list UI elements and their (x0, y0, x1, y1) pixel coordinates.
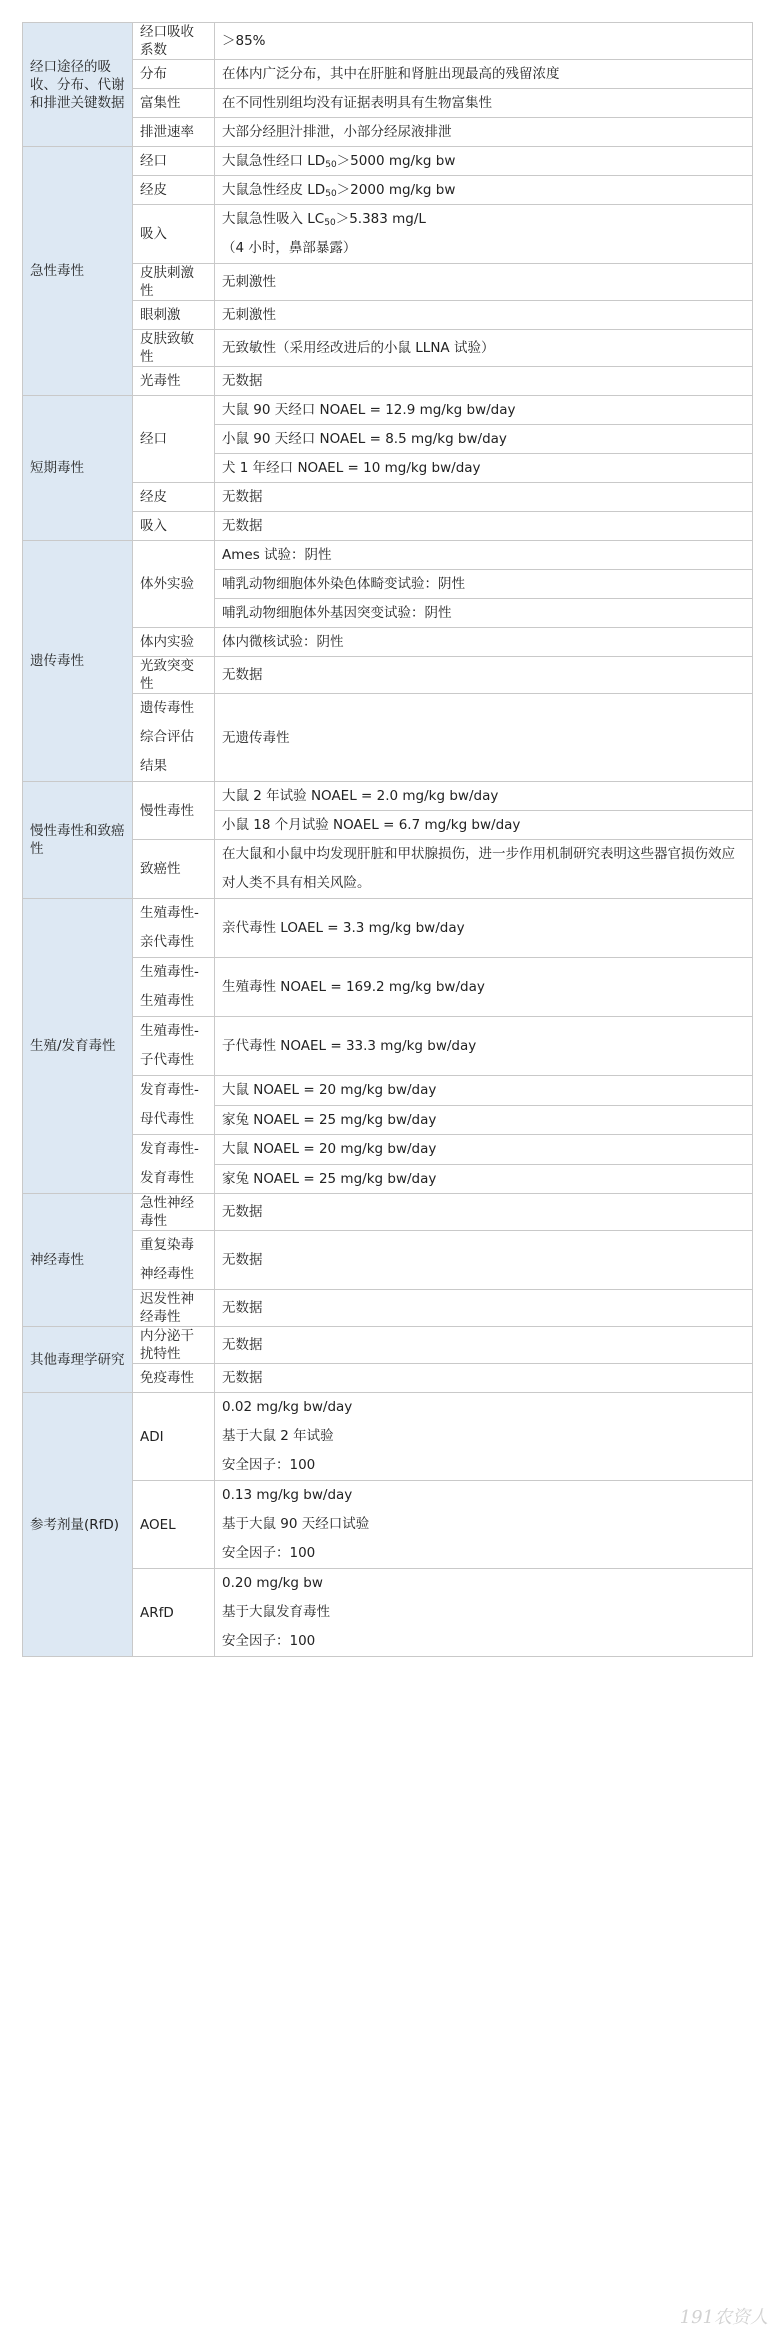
value-cell: ＞85% (215, 23, 753, 60)
item-cell: 排泄速率 (133, 118, 215, 147)
item-cell: 发育毒性-母代毒性 (133, 1076, 215, 1135)
table-row (23, 657, 753, 694)
category-acute-toxicity: 急性毒性 (23, 147, 133, 396)
table-row (23, 1327, 753, 1364)
value-cell: 大鼠 90 天经口 NOAEL = 12.9 mg/kg bw/day (215, 396, 753, 425)
value-line: 基于大鼠 2 年试验 (222, 1428, 334, 1444)
table-row (23, 1569, 753, 1657)
value-cell (215, 1481, 753, 1569)
item-cell: 内分泌干扰特性 (133, 1327, 215, 1364)
value-text: ＞5.383 mg/L (335, 211, 426, 227)
value-cell: 大鼠 NOAEL = 20 mg/kg bw/day (215, 1076, 753, 1106)
item-cell: 遗传毒性综合评估结果 (133, 694, 215, 782)
value-cell: 小鼠 18 个月试验 NOAEL = 6.7 mg/kg bw/day (215, 811, 753, 840)
value-line: 0.13 mg/kg bw/day (222, 1487, 353, 1503)
value-cell (215, 205, 753, 264)
category-short-term-toxicity: 短期毒性 (23, 396, 133, 541)
value-cell: 犬 1 年经口 NOAEL = 10 mg/kg bw/day (215, 454, 753, 483)
value-cell (215, 1393, 753, 1481)
category-other-studies: 其他毒理学研究 (23, 1327, 133, 1393)
value-text: 大鼠急性经皮 LD (222, 182, 326, 198)
table-row (23, 782, 753, 811)
item-cell: 吸入 (133, 205, 215, 264)
value-line: 安全因子：100 (222, 1633, 316, 1649)
category-adme: 经口途径的吸收、分布、代谢和排泄关键数据 (23, 23, 133, 147)
table-row (23, 512, 753, 541)
category-reference-dose: 参考剂量(RfD) (23, 1393, 133, 1657)
table-row (23, 264, 753, 301)
item-cell: 体外实验 (133, 541, 215, 628)
table-row (23, 23, 753, 60)
value-text: ＞5000 mg/kg bw (336, 153, 456, 169)
item-cell: 眼刺激 (133, 301, 215, 330)
table-row (23, 483, 753, 512)
value-cell (215, 1569, 753, 1657)
item-cell: 经口 (133, 147, 215, 176)
footer-watermark: 191农资人 (679, 2307, 768, 2328)
table-row (23, 205, 753, 264)
value-cell: 小鼠 90 天经口 NOAEL = 8.5 mg/kg bw/day (215, 425, 753, 454)
table-row (23, 1076, 753, 1106)
item-cell: ARfD (133, 1569, 215, 1657)
table-row (23, 367, 753, 396)
value-cell: Ames 试验：阴性 (215, 541, 753, 570)
item-cell: 皮肤刺激性 (133, 264, 215, 301)
table-row (23, 1231, 753, 1290)
value-line: 基于大鼠发育毒性 (222, 1604, 330, 1620)
item-cell: 迟发性神经毒性 (133, 1290, 215, 1327)
table-row (23, 301, 753, 330)
category-genotoxicity: 遗传毒性 (23, 541, 133, 782)
value-cell: 在体内广泛分布，其中在肝脏和肾脏出现最高的残留浓度 (215, 60, 753, 89)
value-cell: 子代毒性 NOAEL = 33.3 mg/kg bw/day (215, 1017, 753, 1076)
item-cell: 富集性 (133, 89, 215, 118)
table-row (23, 396, 753, 425)
table-row (23, 118, 753, 147)
item-cell: 经口 (133, 396, 215, 483)
value-cell: 大部分经胆汁排泄，小部分经尿液排泄 (215, 118, 753, 147)
table-row (23, 1017, 753, 1076)
value-cell: 无数据 (215, 1364, 753, 1393)
item-cell: 分布 (133, 60, 215, 89)
item-cell: 体内实验 (133, 628, 215, 657)
table-row (23, 89, 753, 118)
value-cell: 大鼠 2 年试验 NOAEL = 2.0 mg/kg bw/day (215, 782, 753, 811)
item-cell: AOEL (133, 1481, 215, 1569)
value-line: （4 小时，鼻部暴露） (222, 240, 357, 256)
value-line: 0.02 mg/kg bw/day (222, 1399, 353, 1415)
value-cell: 无数据 (215, 512, 753, 541)
table-row (23, 330, 753, 367)
value-cell: 无刺激性 (215, 301, 753, 330)
value-cell: 在大鼠和小鼠中均发现肝脏和甲状腺损伤，进一步作用机制研究表明这些器官损伤效应对人类不具有相关风险。 (215, 840, 753, 899)
item-cell: 生殖毒性-子代毒性 (133, 1017, 215, 1076)
value-cell: 无数据 (215, 367, 753, 396)
table-row (23, 1481, 753, 1569)
value-cell: 无数据 (215, 657, 753, 694)
category-neurotoxicity: 神经毒性 (23, 1194, 133, 1327)
value-cell: 在不同性别组均没有证据表明具有生物富集性 (215, 89, 753, 118)
value-cell: 无刺激性 (215, 264, 753, 301)
table-row (23, 628, 753, 657)
value-line: 基于大鼠 90 天经口试验 (222, 1516, 370, 1532)
item-cell: 经皮 (133, 176, 215, 205)
value-cell: 体内微核试验：阴性 (215, 628, 753, 657)
item-cell: 生殖毒性-亲代毒性 (133, 899, 215, 958)
value-cell: 家兔 NOAEL = 25 mg/kg bw/day (215, 1105, 753, 1135)
subscript: 50 (325, 189, 337, 199)
table-row (23, 694, 753, 782)
value-cell: 无数据 (215, 1327, 753, 1364)
item-cell: 经皮 (133, 483, 215, 512)
item-cell: 皮肤致敏性 (133, 330, 215, 367)
toxicology-table (22, 22, 753, 1657)
value-cell: 无遗传毒性 (215, 694, 753, 782)
value-cell: 无数据 (215, 483, 753, 512)
value-line: 安全因子：100 (222, 1545, 316, 1561)
category-reproductive-developmental: 生殖/发育毒性 (23, 899, 133, 1194)
item-cell: 慢性毒性 (133, 782, 215, 840)
item-cell: 免疫毒性 (133, 1364, 215, 1393)
item-cell: 发育毒性-发育毒性 (133, 1135, 215, 1194)
value-cell: 哺乳动物细胞体外染色体畸变试验：阴性 (215, 570, 753, 599)
table-row (23, 541, 753, 570)
table-row (23, 958, 753, 1017)
table-row (23, 1364, 753, 1393)
table-row (23, 840, 753, 899)
subscript: 50 (324, 218, 336, 228)
value-line (222, 205, 745, 234)
value-cell (215, 176, 753, 205)
value-cell (215, 147, 753, 176)
table-row (23, 1290, 753, 1327)
value-cell: 家兔 NOAEL = 25 mg/kg bw/day (215, 1164, 753, 1194)
value-line: 0.20 mg/kg bw (222, 1575, 323, 1591)
value-text: 大鼠急性吸入 LC (222, 211, 325, 227)
value-cell: 亲代毒性 LOAEL = 3.3 mg/kg bw/day (215, 899, 753, 958)
table-row (23, 60, 753, 89)
subscript: 50 (325, 160, 337, 170)
table-row (23, 1135, 753, 1165)
value-cell: 大鼠 NOAEL = 20 mg/kg bw/day (215, 1135, 753, 1165)
table-row (23, 1393, 753, 1481)
value-text: ＞2000 mg/kg bw (336, 182, 456, 198)
value-cell: 生殖毒性 NOAEL = 169.2 mg/kg bw/day (215, 958, 753, 1017)
value-cell: 无数据 (215, 1290, 753, 1327)
table-row (23, 899, 753, 958)
item-cell: 吸入 (133, 512, 215, 541)
item-cell: 致癌性 (133, 840, 215, 899)
item-cell: ADI (133, 1393, 215, 1481)
table-row (23, 176, 753, 205)
value-cell: 无致敏性（采用经改进后的小鼠 LLNA 试验） (215, 330, 753, 367)
item-cell: 急性神经毒性 (133, 1194, 215, 1231)
value-cell: 哺乳动物细胞体外基因突变试验：阴性 (215, 599, 753, 628)
value-cell: 无数据 (215, 1231, 753, 1290)
item-cell: 经口吸收系数 (133, 23, 215, 60)
value-cell: 无数据 (215, 1194, 753, 1231)
category-chronic-carcinogenicity: 慢性毒性和致癌性 (23, 782, 133, 899)
item-cell: 重复染毒神经毒性 (133, 1231, 215, 1290)
value-line: 安全因子：100 (222, 1457, 316, 1473)
item-cell: 光毒性 (133, 367, 215, 396)
item-cell: 生殖毒性-生殖毒性 (133, 958, 215, 1017)
table-row (23, 147, 753, 176)
value-text: 大鼠急性经口 LD (222, 153, 326, 169)
table-row (23, 1194, 753, 1231)
item-cell: 光致突变性 (133, 657, 215, 694)
